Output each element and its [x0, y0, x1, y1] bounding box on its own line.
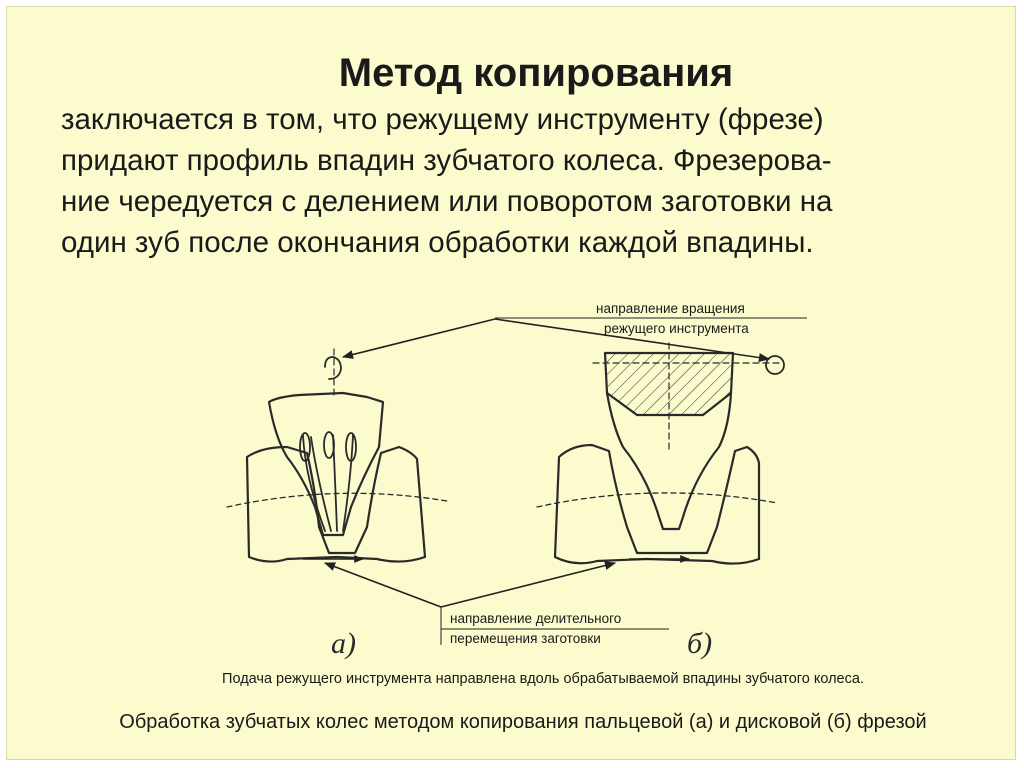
gear-milling-diagram [7, 7, 1017, 761]
intro-line: ние чередуется с делением или поворотом заготовки на [61, 185, 833, 218]
slide-title: Метод копирования [338, 51, 734, 95]
rotation-label-line2: режущего инструмента [604, 321, 749, 336]
finger-mill-diagram [227, 349, 447, 660]
rotation-symbol-a [325, 357, 341, 379]
pitch-circle-b [537, 493, 777, 507]
intro-line: придают профиль впадин зубчатого колеса. Фрезерова- [61, 144, 832, 177]
indexing-label-line2: перемещения заготовки [450, 631, 601, 646]
flute-oval [324, 432, 334, 458]
intro-line: один зуб после окончания обработки каждой впадины. [61, 226, 814, 259]
sublabel-a: а) [331, 627, 356, 660]
rotation-arrow-a [343, 319, 495, 357]
pitch-circle-a [227, 493, 447, 507]
gear-blank-b [555, 445, 759, 564]
indexing-arrow-a [325, 563, 441, 607]
feed-note: Подача режущего инструмента направлена вдоль обрабатываемой впадины зубчатого колеса. [222, 671, 864, 687]
sublabel-b: б) [687, 627, 713, 660]
figure-caption: Обработка зубчатых колес методом копирования пальцевой (а) и дисковой (б) фрезой [119, 711, 927, 733]
rotation-label-line1: направление вращения [596, 301, 745, 316]
indexing-arrow-b [441, 563, 615, 607]
intro-line: заключается в том, что режущему инструменту (фрезе) [61, 103, 824, 136]
indexing-label-line1: направление делительного [450, 611, 622, 626]
slide [6, 6, 1016, 760]
